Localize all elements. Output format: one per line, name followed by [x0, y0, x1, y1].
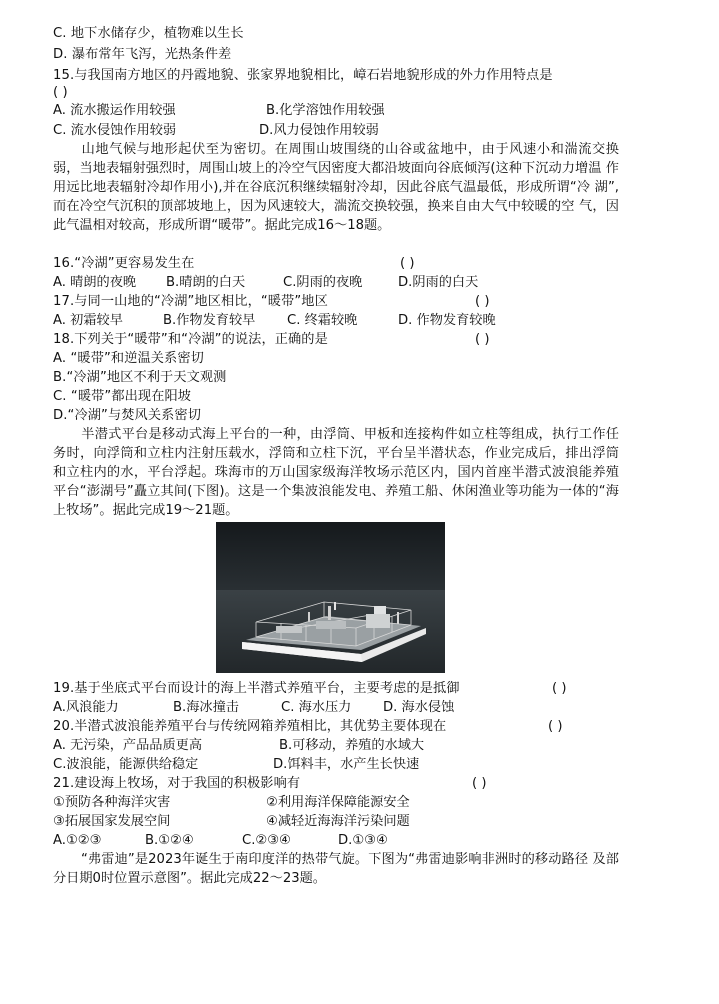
q18-option-b: B.“冷湖”地区不利于天文观测: [53, 370, 227, 385]
q19-stem: 19.基于坐底式平台而设计的海上半潜式养殖平台，主要考虑的是抵御: [53, 681, 460, 696]
q21-item-4: ④减轻近海海洋污染问题: [266, 814, 410, 829]
passage-cyclone-freddy-text: “弗雷迪”是2023年诞生于南印度洋的热带气旋。下图为“弗雷迪影响非洲时的移动路径 及部分日期0时位置示意图”。据此完成22～23题。: [53, 852, 619, 886]
q17-stem: 17.与同一山地的“冷湖”地区相比，“暖带”地区: [53, 294, 328, 309]
q14-option-d: D. 瀑布常年飞泻，光热条件差: [53, 47, 232, 62]
q21-option-d: D.①③④: [338, 833, 388, 848]
q16-option-a: A. 晴朗的夜晚: [53, 275, 137, 290]
q18-stem: 18.下列关于“暖带”和“冷湖”的说法，正确的是: [53, 332, 328, 347]
q20-answer-paren: ( ): [548, 719, 563, 734]
q19-answer-paren: ( ): [552, 681, 567, 696]
q18-option-c: C. “暖带”都出现在阳坡: [53, 389, 192, 404]
q19-option-d: D. 海水侵蚀: [383, 700, 455, 715]
passage-semi-submersible: [53, 425, 619, 520]
passage-cold-lake-text: 山地气候与地形起伏至为密切。在周围山坡围绕的山谷或盆地中，由于风速小和湍流交换弱，当地表辐射强烈时，周围山坡上的冷空气因密度大都沿坡面向谷底倾泻(这种下沉动力增温 作用远比地表辐射冷却作用小),并在谷底沉积继续辐射冷却，因此谷底气温最低，形成所谓“冷 湖”,而在冷空气沉积的顶部坡地上，因为风速较大，湍流交换较强，换来自由大气中较暖的空 气，因此气温相对较高，形成所谓“暖带”。据此完成16～18题。: [53, 142, 619, 233]
q20-option-b: B.可移动，养殖的水域大: [279, 738, 425, 753]
q15-option-a: A. 流水搬运作用较强: [53, 103, 176, 118]
q18-option-a: A. “暖带”和逆温关系密切: [53, 351, 204, 366]
q17-option-c: C. 终霜较晚: [287, 313, 358, 328]
q15-stem: 15.与我国南方地区的丹霞地貌、张家界地貌相比，嶂石岩地貌形成的外力作用特点是: [53, 68, 553, 83]
passage-semi-submersible-text: 半潜式平台是移动式海上平台的一种，由浮筒、甲板和连接构件如立柱等组成，执行工作任务时，向浮筒和立柱内注射压载水，浮筒和立柱下沉，平台呈半潜状态，作业完成后，排出浮筒和立柱内的水，平台浮起。珠海市的万山国家级海洋牧场示范区内，国内首座半潜式波浪能养殖平台“澎湖号”矗立其间(下图)。这是一个集波浪能发电、养殖工船、休闲渔业等功能为一体的“海上牧场”。据此完成19～21题。: [53, 427, 619, 518]
q17-option-d: D. 作物发育较晚: [398, 313, 496, 328]
q21-option-c: C.②③④: [242, 833, 291, 848]
q14-option-c: C. 地下水储存少，植物难以生长: [53, 26, 244, 41]
q21-option-a: A.①②③: [53, 833, 102, 848]
passage-cyclone-freddy: [53, 850, 619, 888]
q15-answer-paren: ( ): [53, 85, 68, 100]
q15-option-c: C. 流水侵蚀作用较弱: [53, 123, 177, 138]
q20-option-a: A. 无污染，产品品质更高: [53, 738, 203, 753]
q20-option-c: C.波浪能，能源供给稳定: [53, 757, 199, 772]
q18-answer-paren: ( ): [475, 332, 490, 347]
q21-option-b: B.①②④: [145, 833, 194, 848]
q16-option-b: B.晴朗的白天: [166, 275, 246, 290]
q16-stem: 16.“冷湖”更容易发生在: [53, 256, 195, 271]
q16-option-d: D.阴雨的白天: [398, 275, 479, 290]
q19-option-a: A.风浪能力: [53, 700, 119, 715]
q19-option-b: B.海冰撞击: [173, 700, 239, 715]
passage-cold-lake: [53, 140, 619, 235]
q16-answer-paren: ( ): [400, 256, 415, 271]
q16-option-c: C.阴雨的夜晚: [283, 275, 363, 290]
semi-submersible-platform-photo: [216, 522, 445, 673]
q21-stem: 21.建设海上牧场，对于我国的积极影响有: [53, 776, 301, 791]
q17-answer-paren: ( ): [475, 294, 490, 309]
q15-option-b: B.化学溶蚀作用较强: [266, 103, 385, 118]
q20-option-d: D.饵料丰，水产生长快速: [273, 757, 420, 772]
q15-option-d: D.风力侵蚀作用较弱: [259, 123, 379, 138]
q17-option-b: B.作物发育较早: [163, 313, 256, 328]
q21-answer-paren: ( ): [472, 776, 487, 791]
q17-option-a: A. 初霜较早: [53, 313, 123, 328]
q21-item-2: ②利用海洋保障能源安全: [266, 795, 410, 810]
platform-illustration: [216, 522, 445, 673]
q19-option-c: C. 海水压力: [281, 700, 352, 715]
q18-option-d: D.“冷湖”与焚风关系密切: [53, 408, 201, 423]
q21-item-1: ①预防各种海洋灾害: [53, 795, 171, 810]
q21-item-3: ③拓展国家发展空间: [53, 814, 171, 829]
q20-stem: 20.半潜式波浪能养殖平台与传统网箱养殖相比，其优势主要体现在: [53, 719, 447, 734]
